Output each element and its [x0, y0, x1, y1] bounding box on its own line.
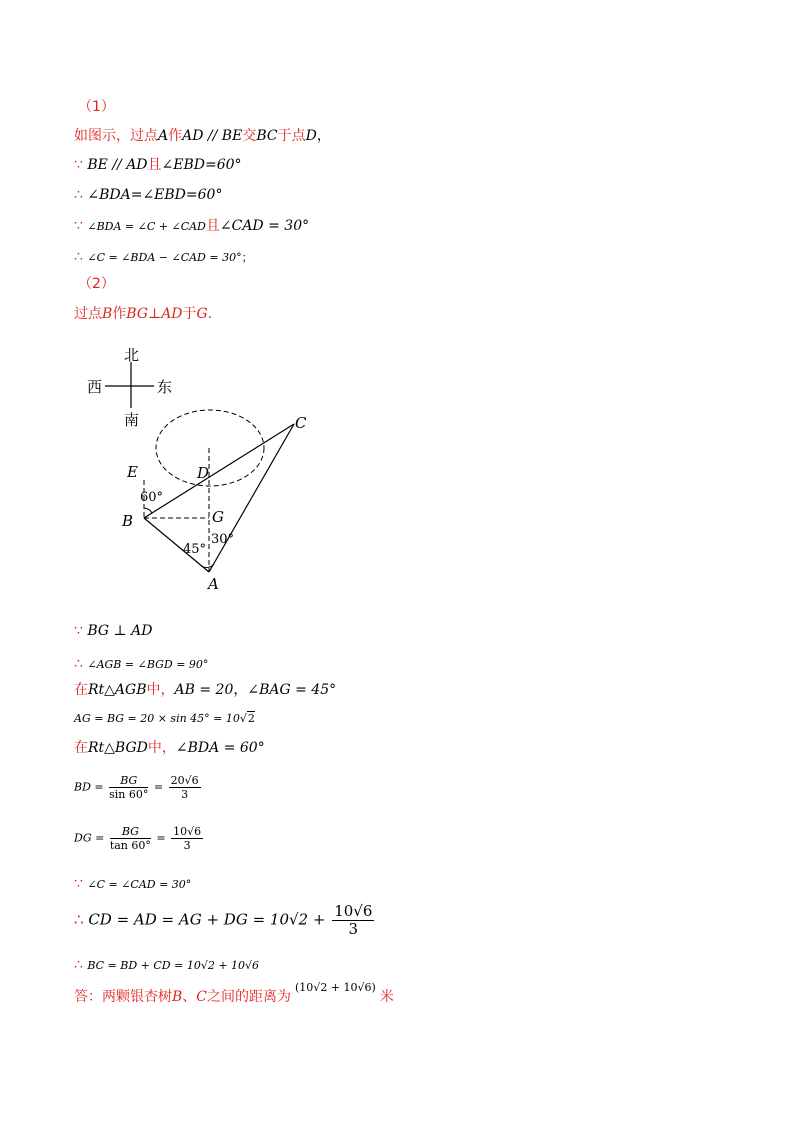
math: DG =: [74, 831, 108, 845]
fraction: [171, 826, 203, 851]
part1-line-3: [74, 188, 222, 202]
math: ∠BAG = 45°: [247, 682, 337, 698]
part1-line-5: [74, 248, 253, 264]
label-point-g: G: [212, 508, 224, 526]
because-symbol: ∵: [74, 876, 88, 892]
math: AB = 20: [174, 682, 234, 698]
part1-line-4: [74, 217, 309, 233]
text: 作: [168, 128, 183, 144]
math: ∠C = ∠BDA − ∠CAD = 30°: [87, 251, 242, 264]
fraction-denominator: tan 60°: [109, 839, 151, 852]
therefore-symbol: ∴: [74, 656, 88, 672]
math: BG⊥AD: [126, 306, 183, 322]
compass-south: 南: [124, 411, 140, 429]
math: D: [305, 128, 317, 144]
geometry-diagram: [80, 340, 340, 600]
part1-label: （1）: [78, 99, 115, 115]
solution-line-8: [74, 875, 191, 891]
dashed-ellipse: [156, 410, 264, 486]
fraction-denominator: sin 60°: [109, 788, 149, 801]
solution-line-7: [74, 826, 205, 851]
text: 在: [74, 682, 88, 698]
text: ，: [316, 128, 331, 144]
text: 且: [205, 218, 220, 234]
math: A: [158, 128, 169, 144]
compass-west: 西: [87, 378, 103, 396]
label-point-d: D: [197, 464, 210, 482]
label-point-a: A: [208, 575, 219, 593]
part2-label: （2）: [78, 276, 115, 292]
math: B: [102, 306, 113, 322]
angle-arc-b: [144, 508, 152, 513]
fraction-numerator: BG: [110, 826, 151, 839]
math: AD // BE: [182, 128, 243, 144]
part2-line-1: [74, 307, 212, 321]
part1-line-1: [74, 129, 331, 143]
math: =: [152, 831, 170, 845]
math: B: [172, 989, 183, 1005]
text: ；: [241, 251, 253, 264]
math: ∠C = ∠CAD = 30°: [87, 878, 192, 891]
segment-bc: [144, 424, 294, 518]
text: .: [207, 306, 213, 322]
segment-ac: [209, 424, 294, 572]
math: ∠BDA=∠EBD=60°: [87, 187, 223, 203]
solution-line-4: [74, 713, 255, 724]
math: BC = BD + CD = 10√2 + 10√6: [87, 959, 260, 972]
math: C: [196, 989, 208, 1005]
math: Rt△BGD: [88, 740, 148, 756]
compass-north: 北: [124, 346, 140, 364]
label-angle-30: 30°: [211, 532, 235, 547]
label-angle-60: 60°: [140, 490, 164, 505]
solution-line-3: [74, 683, 336, 697]
solution-line-6: [74, 775, 203, 800]
fraction: [110, 826, 151, 851]
math: BG ⊥ AD: [87, 623, 153, 639]
math: G: [196, 306, 208, 322]
fraction-numerator: BG: [109, 775, 148, 788]
math: ∠AGB = ∠BGD = 90°: [87, 658, 209, 671]
math: BC: [256, 128, 278, 144]
fraction-denominator: 3: [181, 788, 189, 801]
text: 如图示，过点: [74, 128, 158, 144]
math: Rt△AGB: [88, 682, 147, 698]
therefore-symbol: ∴: [74, 249, 88, 265]
therefore-symbol: ∴: [74, 957, 88, 973]
because-symbol: ∵: [74, 623, 88, 639]
therefore-symbol: ∴: [74, 910, 89, 929]
solution-line-10: [74, 956, 259, 972]
fraction-denominator: 3: [348, 920, 359, 938]
math: =: [150, 780, 167, 794]
compass-east: 东: [157, 378, 173, 396]
text: 于: [182, 306, 197, 322]
answer-text: 、: [182, 989, 197, 1005]
because-symbol: ∵: [74, 157, 88, 173]
part1-line-2: [74, 158, 242, 172]
text: ，: [233, 682, 248, 698]
text: 交: [242, 128, 257, 144]
text: 中，: [147, 740, 176, 756]
math: ∠BDA = ∠C + ∠CAD: [87, 220, 206, 233]
fraction-numerator: 10√6: [334, 902, 373, 920]
answer-value: (10√2 + 10√6): [295, 981, 376, 994]
fraction-denominator: 3: [183, 839, 191, 852]
fraction: [169, 775, 201, 800]
fraction: [109, 775, 148, 800]
label-point-b: B: [122, 512, 134, 530]
solution-line-9: [74, 904, 376, 937]
text: 过点: [74, 306, 102, 322]
text: 且: [147, 157, 162, 173]
text: 于点: [277, 128, 306, 144]
because-symbol: ∵: [74, 218, 88, 234]
text: 在: [74, 740, 88, 756]
math: ∠BDA = 60°: [175, 740, 265, 756]
therefore-symbol: ∴: [74, 187, 88, 203]
answer-text: 答：两颗银杏树: [74, 989, 172, 1005]
math: 2: [247, 712, 255, 725]
fraction-numerator: 10√6: [173, 825, 202, 838]
solution-line-1: [74, 624, 153, 638]
label-point-c: C: [295, 414, 307, 432]
label-angle-45: 45°: [183, 542, 207, 557]
fraction-numerator: 20√6: [170, 774, 199, 787]
math: BD =: [74, 780, 108, 794]
text: 中，: [146, 682, 175, 698]
sqrt-symbol: √: [239, 712, 247, 725]
math: BE // AD: [87, 157, 148, 173]
text: 作: [112, 306, 127, 322]
answer-text: 之间的距离为: [207, 989, 292, 1005]
math: ∠CAD = 30°: [219, 218, 310, 234]
math: CD = AD = AG + DG = 10√2 +: [88, 910, 331, 929]
answer-unit: 米: [379, 989, 394, 1005]
math: ∠EBD=60°: [161, 157, 242, 173]
solution-line-2: [74, 655, 208, 671]
solution-line-5: [74, 741, 265, 755]
math: AG = BG = 20 × sin 45° = 10: [74, 712, 240, 725]
label-point-e: E: [127, 463, 138, 481]
answer-line: [74, 981, 394, 1005]
fraction: [332, 904, 374, 937]
